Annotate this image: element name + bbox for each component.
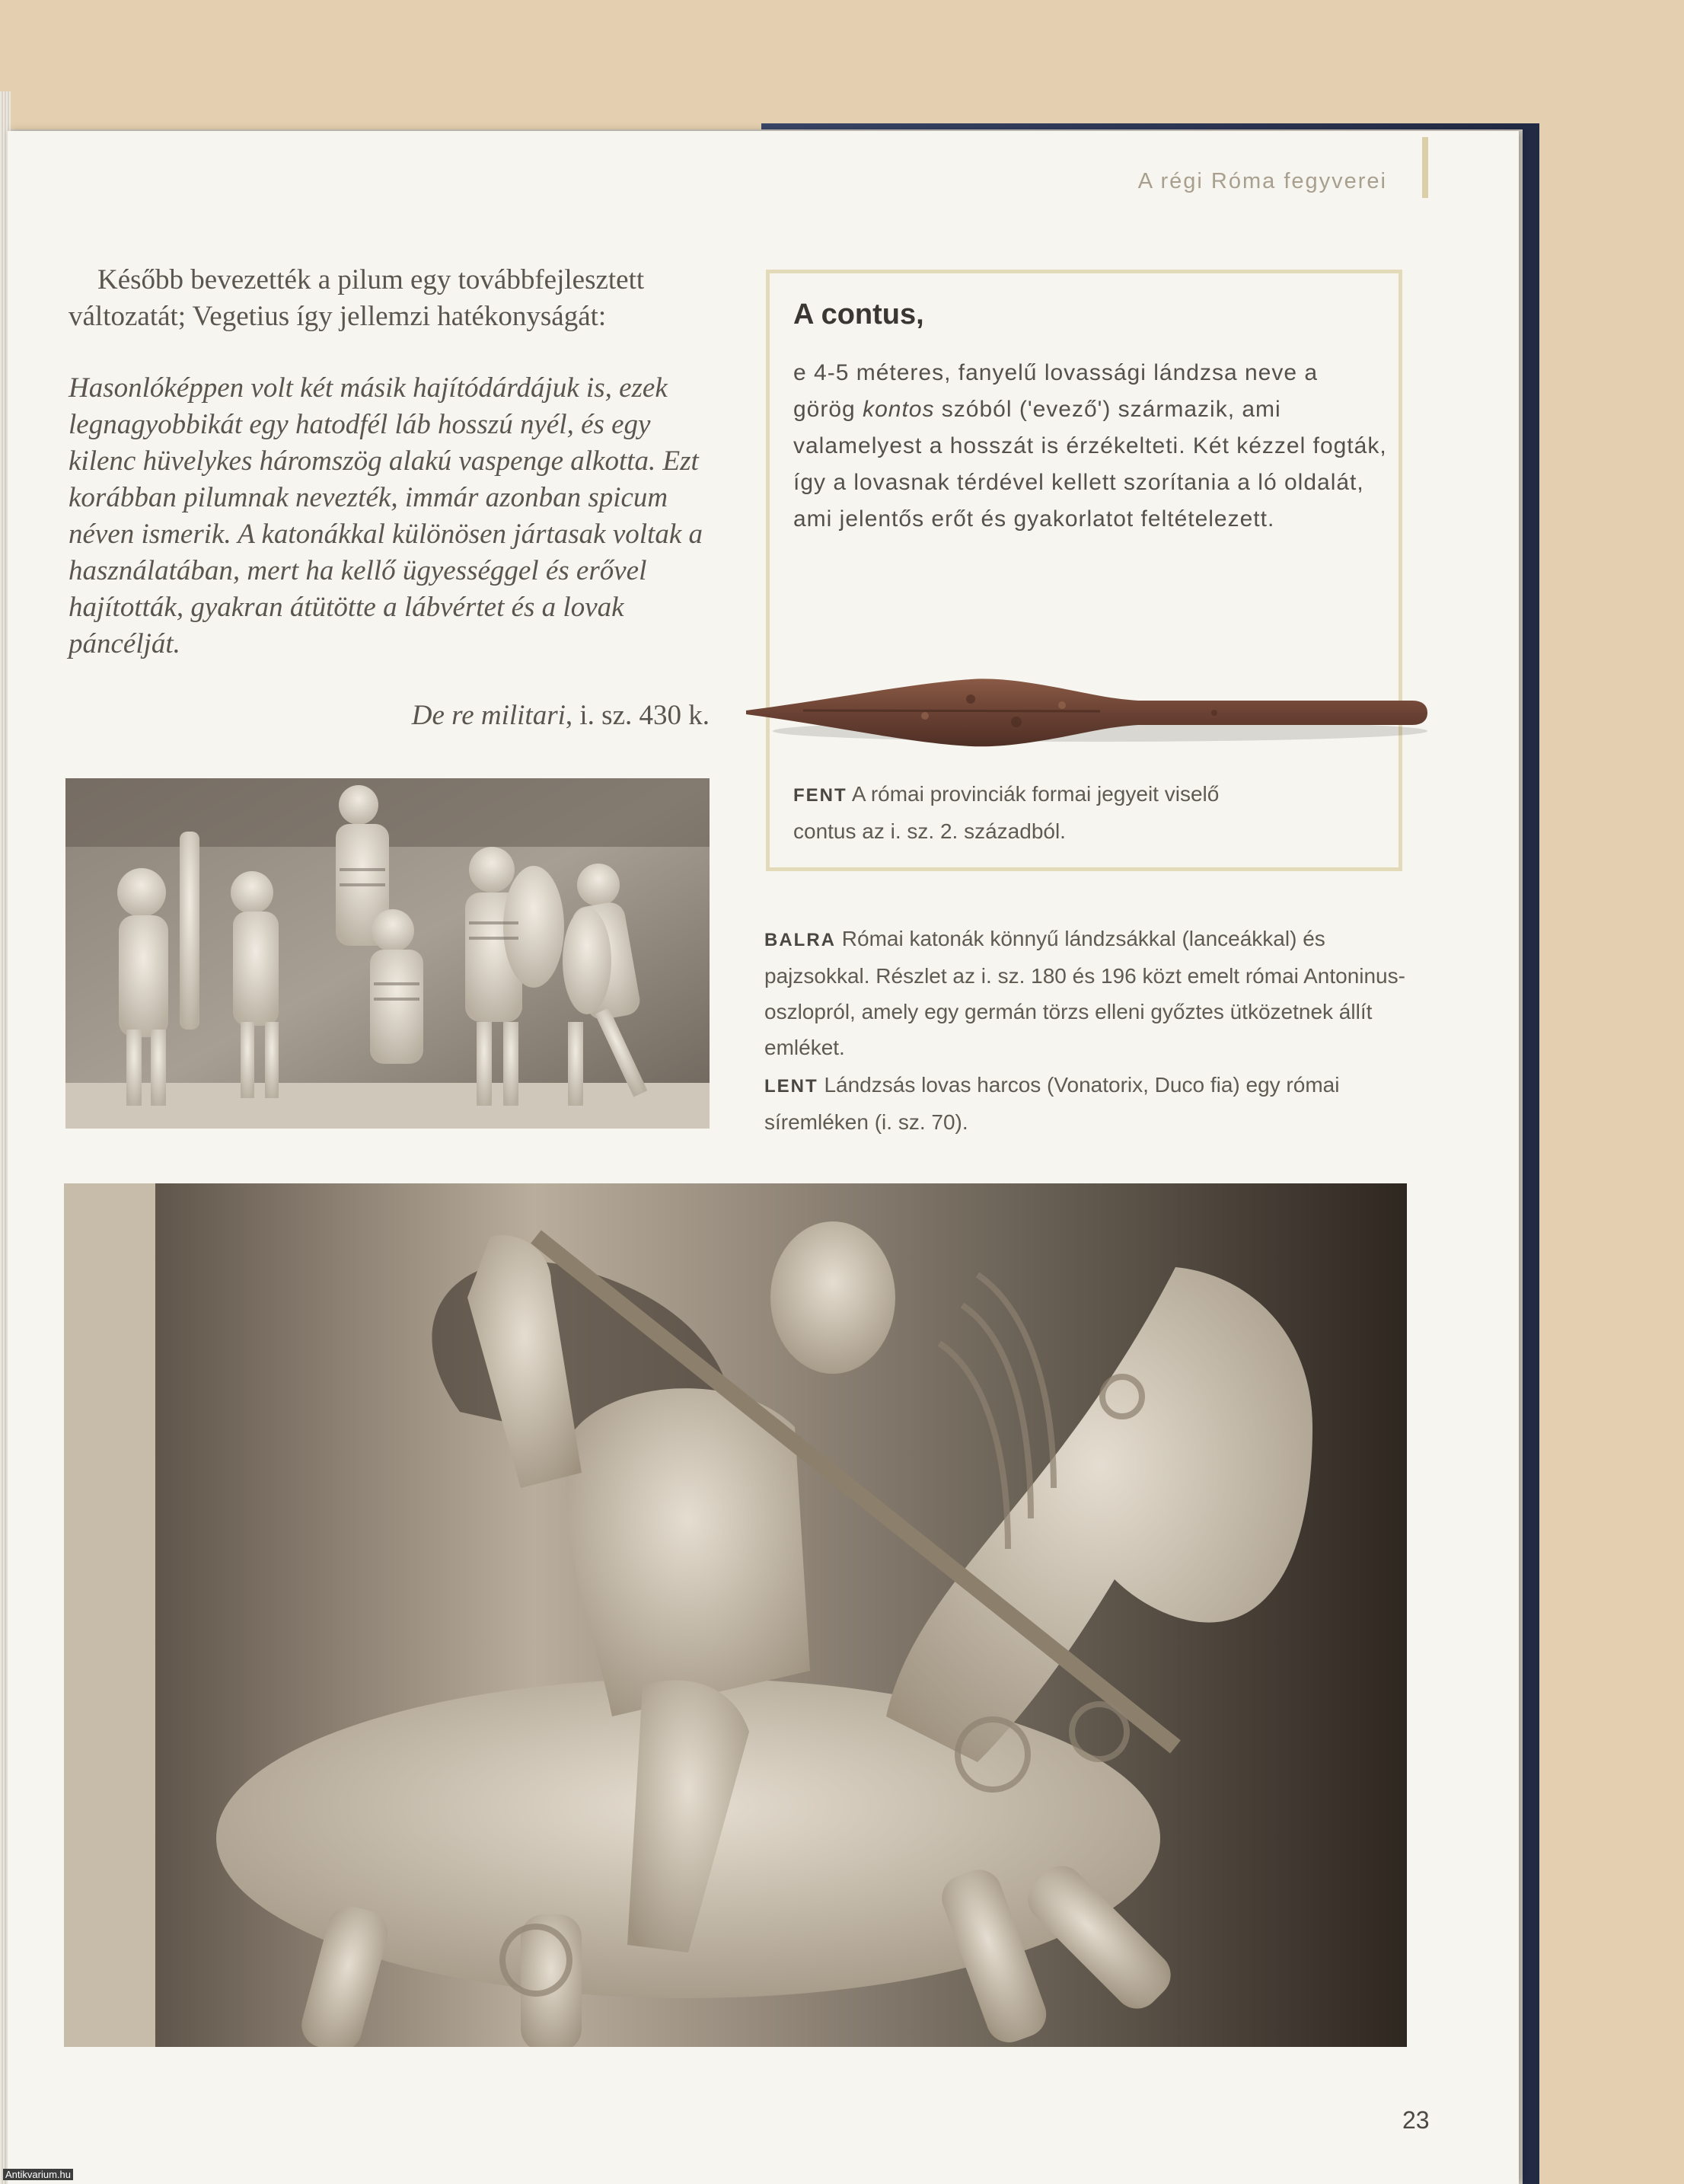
- caption-label: FENT: [793, 785, 847, 806]
- caption-text: Római katonák könnyű lándzsákkal (lanceákkal) és pajzsokkal. Részlet az i. sz. 180 és 196 közt emelt római Antoninus-oszlopról, amely egy germán törzs elleni győztes ütközetnek állít emléket.: [764, 927, 1405, 1059]
- caption-balra: [764, 921, 1419, 1065]
- page-number: 23: [1402, 2106, 1430, 2134]
- sidebox-text-part: szóból ('evező') származik, ami valamelyest a hosszát is érzékelteti. Két kézzel fogták, így a lovasnak térdével kellett szorítania a ló oldalát, ami jelentős erőt és gyakorlatot feltételezett.: [793, 397, 1387, 532]
- citation-title: De re militari: [411, 700, 566, 731]
- sidebox-title: A contus,: [793, 299, 924, 330]
- horseman-tombstone-photo: [64, 1183, 1407, 2047]
- caption-label: BALRA: [764, 930, 836, 950]
- sidebox-text-part: e 4-5 méteres, fanyelű lovassági lándzsa neve a görög: [793, 360, 1319, 422]
- caption-text: A római provinciák formai jegyeit viselő contus az i. sz. 2. századból.: [793, 782, 1220, 843]
- horseman-relief-image: [64, 1183, 1407, 2047]
- caption-fent: [793, 776, 1281, 849]
- running-head-rule: [1422, 137, 1428, 198]
- caption-lent: [764, 1067, 1358, 1140]
- roman-soldiers-relief-photo: [65, 778, 710, 1129]
- running-head: A régi Róma fegyverei: [1137, 169, 1387, 193]
- contus-spearhead-image: [742, 669, 1435, 760]
- relief-image: [65, 778, 710, 1129]
- citation-rest: , i. sz. 430 k.: [565, 700, 710, 731]
- vegetius-quote: Hasonlóképpen volt két másik hajítódárdájuk is, ezek legnagyobbikát egy hatodfél láb hosszú nyél, és egy kilenc hüvelykes háromszög alakú vaspenge alkotta. Ezt korábban pilumnak nevezték, immár azonban spicum néven ismerik. A katonákkal különösen jártasak voltak a használatában, mert ha kellő ügyességgel és erővel hajították, gyakran átütötte a lábvértet és a lovak páncélját.: [69, 372, 703, 659]
- caption-text: Lándzsás lovas harcos (Vonatorix, Duco fia) egy római síremléken (i. sz. 70).: [764, 1073, 1340, 1134]
- sidebox-text-italic: kontos: [863, 397, 935, 422]
- intro-paragraph: Később bevezették a pilum egy továbbfejlesztett változatát; Vegetius így jellemzi hatékonyságát:: [69, 264, 645, 332]
- quote-citation: [69, 699, 710, 732]
- watermark: Antikvarium.hu: [3, 2169, 73, 2180]
- sidebox-text: [793, 355, 1387, 538]
- caption-label: LENT: [764, 1076, 818, 1097]
